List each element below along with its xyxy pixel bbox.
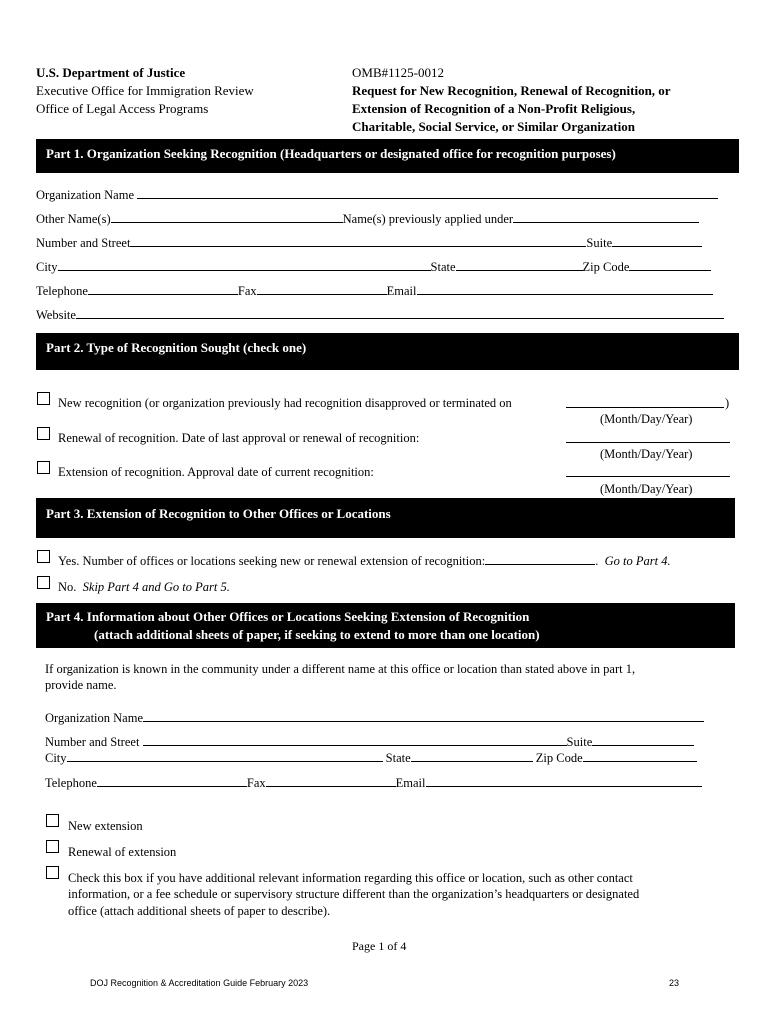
- p2-close-paren: ): [725, 396, 730, 410]
- p4-telephone-field[interactable]: [97, 775, 247, 787]
- p4-zip-field[interactable]: [583, 750, 697, 762]
- p4-phone-row: [45, 775, 702, 791]
- p4-street-field[interactable]: [143, 734, 567, 746]
- office-line-1: Executive Office for Immigration Review: [36, 83, 254, 98]
- p2-renewal-label: Renewal of recognition. Date of last approval or renewal of recognition:: [58, 431, 420, 445]
- omb-number: OMB#1125-0012: [352, 65, 444, 80]
- p1-state-label: State: [430, 260, 456, 274]
- p4-intro-line-1: If organization is known in the community under a different name at this office or location than stated above in part 1,: [45, 662, 636, 676]
- p1-zip-field[interactable]: [629, 259, 711, 271]
- p4-check-line-2: information, or a fee schedule or supervisory structure different than the organization’s headquarters or designated: [68, 887, 640, 901]
- p2-renewal-date-hint: (Month/Day/Year): [600, 447, 693, 461]
- p1-telephone-field[interactable]: [88, 283, 238, 295]
- p1-telephone-label: Telephone: [36, 284, 88, 298]
- p3-no-label: No.: [58, 580, 77, 594]
- p3-yes-checkbox[interactable]: [37, 550, 50, 563]
- part1-heading: Part 1. Organization Seeking Recognition (Headquarters or designated office for recognition purposes): [36, 139, 739, 173]
- p2-new-label: New recognition (or organization previously had recognition disapproved or terminated on: [58, 396, 512, 410]
- p3-yes-label: Yes. Number of offices or locations seeking new or renewal extension of recognition:: [58, 554, 486, 568]
- p1-city-row: [36, 259, 711, 275]
- p4-check-line-1: Check this box if you have additional relevant information regarding this office or location, such as other contact: [68, 871, 633, 885]
- footer-guide: DOJ Recognition & Accreditation Guide February 2023: [90, 978, 309, 988]
- p1-prev-names-label: Name(s) previously applied under: [342, 212, 514, 226]
- form-title-block: [352, 64, 671, 136]
- p2-extension-date-field[interactable]: [566, 465, 730, 477]
- p2-renewal-checkbox[interactable]: [37, 427, 50, 440]
- p4-city-label: City: [45, 751, 67, 765]
- part4-heading-line-2: (attach additional sheets of paper, if seeking to extend to more than one location): [94, 627, 540, 642]
- p4-zip-label: Zip Code: [535, 751, 583, 765]
- p2-extension-date-hint: (Month/Day/Year): [600, 482, 693, 496]
- p1-fax-field[interactable]: [257, 283, 387, 295]
- agency-header: [36, 64, 254, 118]
- p4-suite-field[interactable]: [592, 734, 694, 746]
- p2-new-date-field[interactable]: [566, 396, 724, 408]
- part4-heading: [36, 603, 735, 648]
- p1-state-field[interactable]: [456, 259, 583, 271]
- p1-org-name-label: Organization Name: [36, 188, 134, 202]
- p2-extension-label: Extension of recognition. Approval date of current recognition:: [58, 465, 374, 479]
- p4-city-row: [45, 750, 697, 766]
- part4-heading-line-1: Part 4. Information about Other Offices or Locations Seeking Extension of Recognition: [46, 609, 530, 624]
- p4-intro-line-2: provide name.: [45, 678, 117, 692]
- p1-org-name-field[interactable]: [137, 187, 718, 199]
- p2-renewal-date-field[interactable]: [566, 431, 730, 443]
- p4-org-name-label: Organization Name: [45, 711, 143, 725]
- p3-no-skip: Skip Part 4 and Go to Part 5.: [82, 580, 230, 594]
- p4-city-field[interactable]: [67, 750, 383, 762]
- p2-new-checkbox[interactable]: [37, 392, 50, 405]
- p4-new-ext-label: New extension: [68, 819, 143, 833]
- p1-other-names-field[interactable]: [111, 211, 343, 223]
- p1-zip-label: Zip Code: [582, 260, 630, 274]
- p2-extension-checkbox[interactable]: [37, 461, 50, 474]
- p1-email-label: Email: [386, 284, 417, 298]
- p1-suite-field[interactable]: [612, 235, 702, 247]
- p1-website-row: [36, 307, 724, 323]
- p4-street-label: Number and Street: [45, 735, 140, 749]
- p4-fax-field[interactable]: [266, 775, 396, 787]
- p3-no-row: [58, 579, 230, 595]
- p1-suite-label: Suite: [586, 236, 613, 250]
- p1-city-field[interactable]: [58, 259, 431, 271]
- p3-yes-row: Yes. Number of offices or locations seeking new or renewal extension of recognition: . Go to Part 4.: [58, 554, 671, 568]
- p4-email-field[interactable]: [426, 775, 702, 787]
- p1-website-label: Website: [36, 308, 76, 322]
- p1-fax-label: Fax: [237, 284, 257, 298]
- p1-street-field[interactable]: [130, 235, 586, 247]
- p2-new-date-hint: (Month/Day/Year): [600, 412, 693, 426]
- p4-additional-info-checkbox[interactable]: [46, 866, 59, 879]
- p1-prev-names-field[interactable]: [513, 211, 699, 223]
- page-number: Page 1 of 4: [352, 939, 407, 953]
- p3-yes-goto: Go to Part 4.: [604, 554, 671, 568]
- p1-street-row: [36, 235, 702, 251]
- p4-suite-label: Suite: [566, 735, 593, 749]
- p4-fax-label: Fax: [246, 776, 266, 790]
- p4-check-line-3: office (attach additional sheets of paper to describe).: [68, 904, 331, 918]
- p3-no-checkbox[interactable]: [37, 576, 50, 589]
- form-title-line-1: Request for New Recognition, Renewal of Recognition, or: [352, 83, 671, 98]
- p1-street-label: Number and Street: [36, 236, 131, 250]
- p1-org-name-row: [36, 187, 718, 203]
- p1-website-field[interactable]: [76, 307, 724, 319]
- p4-email-label: Email: [395, 776, 426, 790]
- p4-org-name-field[interactable]: [143, 710, 704, 722]
- form-title-line-3: Charitable, Social Service, or Similar Organization: [352, 119, 635, 134]
- p4-new-ext-checkbox[interactable]: [46, 814, 59, 827]
- agency-name: U.S. Department of Justice: [36, 65, 186, 80]
- p3-yes-count-field[interactable]: [485, 553, 595, 565]
- part2-heading: Part 2. Type of Recognition Sought (check one): [36, 333, 739, 370]
- p1-city-label: City: [36, 260, 58, 274]
- form-title-line-2: Extension of Recognition of a Non-Profit Religious,: [352, 101, 636, 116]
- p4-state-field[interactable]: [411, 750, 533, 762]
- part3-heading: Part 3. Extension of Recognition to Other Offices or Locations: [36, 498, 735, 538]
- p4-street-row: [45, 734, 694, 750]
- p4-telephone-label: Telephone: [45, 776, 97, 790]
- p1-email-field[interactable]: [417, 283, 713, 295]
- p4-renewal-ext-label: Renewal of extension: [68, 845, 177, 859]
- office-line-2: Office of Legal Access Programs: [36, 101, 209, 116]
- p1-other-names-label: Other Name(s): [36, 212, 111, 226]
- p4-state-label: State: [385, 751, 411, 765]
- p1-names-row: [36, 211, 699, 227]
- p1-phone-row: [36, 283, 713, 299]
- footer-page: 23: [669, 978, 680, 988]
- p4-renewal-ext-checkbox[interactable]: [46, 840, 59, 853]
- p4-org-name-row: [45, 710, 704, 726]
